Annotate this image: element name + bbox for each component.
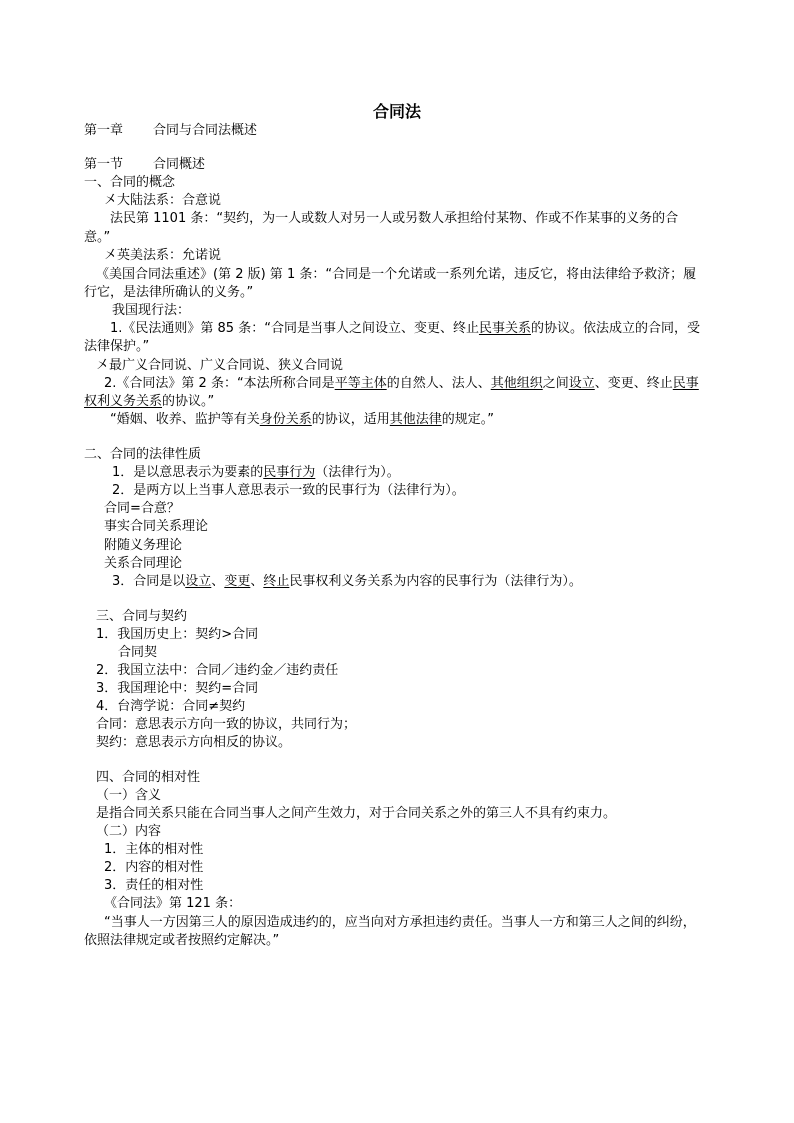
line-contract-definition: 合同：意思表示方向一致的协议，共同行为； bbox=[96, 717, 357, 732]
text-run: 、 bbox=[211, 574, 225, 589]
line-art-121-text: “当事人一方因第三人的原因造成违约的，应当向对方承担违约责任。当事人一方和第三人之间的纠纷， bbox=[104, 915, 696, 930]
text-run: 1.《民法通则》第 85 条：“合同是当事人之间设立、变更、终止 bbox=[110, 321, 479, 336]
text-run: 的协议。” bbox=[162, 394, 215, 409]
line-restatement: 《美国合同法重述》(第 2 版) 第 1 条：“合同是一个允诺或一系列允诺，违反它，将由法律给予救济；履 bbox=[96, 267, 697, 282]
underlined-term: 平等主体 bbox=[334, 376, 387, 391]
line-civil-law: 㐅大陆法系：合意说 bbox=[104, 193, 222, 208]
chapter-number: 第一章 bbox=[84, 123, 124, 138]
section-name: 合同概述 bbox=[153, 157, 206, 172]
line-current-law: 我国现行法： bbox=[112, 303, 191, 318]
text-run: 2.《合同法》第 2 条：“本法所称合同是 bbox=[104, 376, 335, 391]
line-general-principles-cont: 法律保护。” bbox=[84, 339, 150, 354]
heading-legal-nature: 二、合同的法律性质 bbox=[84, 447, 202, 462]
line-liability-relativity: 3．责任的相对性 bbox=[104, 878, 204, 893]
underlined-term: 身份关系 bbox=[259, 412, 312, 427]
underlined-term: 终止 bbox=[263, 574, 290, 589]
line-taiwan: 4．台湾学说：合同≠契约 bbox=[96, 699, 246, 714]
section-number: 第一节 bbox=[84, 157, 124, 172]
line-meaning: （一）含义 bbox=[96, 788, 162, 803]
text-run: 的协议，适用 bbox=[311, 412, 390, 427]
chapter-heading bbox=[84, 122, 257, 140]
line-agreement-definition: 契约：意思表示方向相反的协议。 bbox=[96, 735, 292, 750]
line-legislation: 2．我国立法中：合同／违约金／违约责任 bbox=[96, 663, 339, 678]
heading-concept: 一、合同的概念 bbox=[84, 175, 176, 190]
underlined-term: 变更 bbox=[224, 574, 251, 589]
text-run: 、 bbox=[250, 574, 264, 589]
text-run: “婚姻、收养、监护等有关 bbox=[110, 412, 260, 427]
text-run: 民事权利义务关系为内容的民事行为（法律行为）。 bbox=[289, 574, 582, 589]
line-contract-consensus: 合同=合意？ bbox=[104, 501, 180, 516]
document-title: 合同法 bbox=[372, 102, 421, 121]
line-identity-relations bbox=[110, 411, 494, 429]
text-run: （法律行为）。 bbox=[315, 465, 400, 480]
chapter-name: 合同与合同法概述 bbox=[153, 123, 258, 138]
line-art-121-text-cont: 依照法律规定或者按照约定解决。” bbox=[84, 933, 280, 948]
line-contract-theories: 㐅最广义合同说、广义合同说、狭义合同说 bbox=[96, 358, 344, 373]
underlined-term: 民事行为 bbox=[263, 465, 316, 480]
section-heading bbox=[84, 156, 205, 174]
line-collateral-duty: 附随义务理论 bbox=[104, 538, 183, 553]
line-nature-3 bbox=[112, 573, 582, 591]
heading-contract-vs-agreement: 三、合同与契约 bbox=[96, 609, 188, 624]
line-art-121: 《合同法》第 121 条： bbox=[104, 896, 242, 911]
line-contract-law-art2 bbox=[104, 375, 699, 393]
underlined-term: 其他法律 bbox=[389, 412, 442, 427]
line-nature-1 bbox=[112, 464, 400, 482]
text-run: 3．合同是以 bbox=[112, 574, 186, 589]
underlined-term: 民事 bbox=[672, 376, 699, 391]
line-french-code-cont: 意。” bbox=[84, 230, 111, 245]
text-run: 1．是以意思表示为要素的 bbox=[112, 465, 264, 480]
line-history-term: 合同契 bbox=[118, 645, 158, 660]
underlined-term: 其他组织 bbox=[490, 376, 543, 391]
line-subject-relativity: 1．主体的相对性 bbox=[104, 842, 204, 857]
underlined-term: 权利义务关系 bbox=[84, 394, 163, 409]
line-french-code: 法民第 1101 条：“契约，为一人或数人对另一人或另数人承担给付某物、作或不作某事的义务的合 bbox=[110, 211, 679, 226]
line-nature-2: 2．是两方以上当事人意思表示一致的民事行为（法律行为）。 bbox=[112, 483, 465, 498]
line-theory: 3．我国理论中：契约=合同 bbox=[96, 681, 259, 696]
line-common-law: 㐅英美法系：允诺说 bbox=[104, 248, 222, 263]
text-run: 的协议。依法成立的合同，受 bbox=[530, 321, 700, 336]
text-run: 、变更、终止 bbox=[594, 376, 673, 391]
line-restatement-cont: 行它，是法律所确认的义务。” bbox=[84, 285, 254, 300]
text-run: 之间 bbox=[542, 376, 569, 391]
underlined-term: 设立 bbox=[185, 574, 212, 589]
line-factual-contract: 事实合同关系理论 bbox=[104, 519, 209, 534]
underlined-term: 设立 bbox=[568, 376, 595, 391]
text-run: 的规定。” bbox=[441, 412, 495, 427]
line-relational-contract: 关系合同理论 bbox=[104, 556, 183, 571]
line-content-relativity: 2．内容的相对性 bbox=[104, 860, 204, 875]
line-contract-law-art2-cont bbox=[84, 393, 214, 411]
line-meaning-text: 是指合同关系只能在合同当事人之间产生效力，对于合同关系之外的第三人不具有约束力。 bbox=[96, 806, 617, 821]
underlined-term: 民事关系 bbox=[478, 321, 531, 336]
line-general-principles bbox=[110, 320, 700, 338]
line-content: （二）内容 bbox=[96, 824, 162, 839]
line-history: 1．我国历史上：契约>合同 bbox=[96, 627, 259, 642]
text-run: 的自然人、法人、 bbox=[386, 376, 491, 391]
heading-relativity: 四、合同的相对性 bbox=[96, 770, 201, 785]
